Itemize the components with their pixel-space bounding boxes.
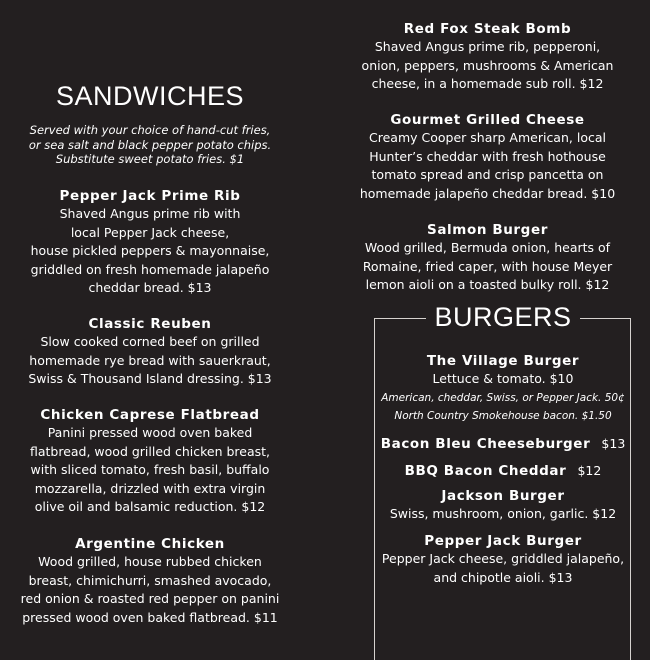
- item-name: Gourmet Grilled Cheese: [390, 112, 585, 128]
- desc-line: Creamy Cooper sharp American, local: [369, 130, 606, 145]
- item-name: Pepper Jack Burger: [424, 533, 582, 549]
- desc-line: Pepper Jack cheese, griddled jalapeño,: [381, 551, 625, 566]
- desc-line: onion, peppers, mushrooms & American: [361, 57, 614, 73]
- menu-item-bbq-bacon-cheddar: [325, 460, 650, 481]
- item-name: The Village Burger: [426, 353, 580, 369]
- item-description: [325, 129, 650, 203]
- item-name: Bacon Bleu Cheeseburger: [380, 436, 591, 452]
- item-description: [325, 38, 650, 94]
- item-name: BBQ Bacon Cheddar: [404, 463, 567, 479]
- desc-line: Romaine, fried caper, with house Meyer: [362, 258, 613, 274]
- item-price: $13: [601, 436, 626, 451]
- item-description: Swiss, mushroom, onion, garlic. $12: [389, 506, 617, 521]
- item-description: [0, 553, 300, 627]
- desc-line: flatbread, wood grilled chicken breast,: [29, 443, 271, 459]
- menu-item-salmon-burger: [325, 221, 650, 295]
- desc-line: and chipotle aioli. $13: [433, 569, 573, 585]
- item-name: Argentine Chicken: [75, 536, 225, 552]
- desc-line: Shaved Angus prime rib, pepperoni,: [374, 39, 601, 54]
- item-description: [0, 205, 300, 298]
- burgers-heading: BURGERS: [426, 304, 579, 331]
- desc-line: pressed wood oven baked flatbread. $11: [22, 609, 278, 625]
- item-description: Lettuce & tomato. $10: [432, 371, 574, 386]
- item-note: North Country Smokehouse bacon. $1.50: [394, 410, 612, 422]
- menu-item-argentine-chicken: [0, 535, 300, 627]
- right-column: [325, 0, 650, 660]
- menu-item-pepper-jack-prime-rib: [0, 187, 300, 298]
- item-price: $12: [577, 463, 602, 478]
- item-description: [325, 550, 650, 587]
- item-name: Salmon Burger: [427, 222, 548, 238]
- desc-line: cheddar bread. $13: [88, 280, 212, 295]
- desc-line: tomato spread and crisp pancetta on: [371, 167, 604, 182]
- menu-item-red-fox-steak-bomb: [325, 20, 650, 94]
- menu-item-bacon-bleu-cheeseburger: [325, 433, 650, 454]
- desc-line: Hunter’s cheddar with fresh hothouse: [369, 148, 606, 164]
- menu-item-chicken-caprese-flatbread: [0, 406, 300, 517]
- desc-line: cheese, in a homemade sub roll. $12: [371, 76, 604, 91]
- intro-line: Substitute sweet potato fries. $1: [55, 152, 245, 166]
- desc-line: mozzarella, drizzled with extra virgin: [34, 480, 266, 496]
- item-name: Chicken Caprese Flatbread: [40, 407, 260, 423]
- item-name: Jackson Burger: [441, 488, 565, 504]
- sandwiches-intro: [0, 123, 300, 167]
- desc-line: Slow cooked corned beef on grilled: [40, 334, 260, 349]
- burgers-title-wrap: [325, 304, 650, 331]
- item-description: [0, 424, 300, 517]
- desc-line: with sliced tomato, fresh basil, buffalo: [30, 462, 270, 477]
- desc-line: Panini pressed wood oven baked: [47, 425, 253, 440]
- menu-item-village-burger: [325, 352, 650, 426]
- item-name: Red Fox Steak Bomb: [403, 21, 572, 37]
- sandwiches-heading: SANDWICHES: [55, 81, 244, 111]
- intro-line: Served with your choice of hand-cut fries,: [29, 123, 271, 137]
- desc-line: house pickled peppers & mayonnaise,: [30, 243, 270, 258]
- desc-line: Swiss & Thousand Island dressing. $13: [28, 371, 272, 386]
- item-description: [325, 239, 650, 295]
- item-note: American, cheddar, Swiss, or Pepper Jack. 50¢: [381, 391, 625, 404]
- menu-item-pepper-jack-burger: [325, 532, 650, 587]
- desc-line: homemade jalapeño cheddar bread. $10: [359, 185, 616, 201]
- desc-line: lemon aioli on a toasted bulky roll. $12: [365, 277, 610, 292]
- intro-line: or sea salt and black pepper potato chips.: [28, 137, 272, 152]
- desc-line: griddled on fresh homemade jalapeño: [30, 261, 270, 277]
- desc-line: Wood grilled, house rubbed chicken: [38, 554, 262, 569]
- desc-line: Wood grilled, Bermuda onion, hearts of: [364, 240, 611, 255]
- desc-line: homemade rye bread with sauerkraut,: [29, 352, 271, 368]
- menu-item-jackson-burger: [325, 487, 650, 524]
- item-description: [0, 333, 300, 389]
- item-name: Classic Reuben: [88, 316, 212, 332]
- desc-line: olive oil and balsamic reduction. $12: [34, 499, 266, 514]
- item-name: Pepper Jack Prime Rib: [59, 188, 241, 204]
- desc-line: breast, chimichurri, smashed avocado,: [28, 572, 272, 588]
- desc-line: Shaved Angus prime rib with: [59, 206, 241, 221]
- desc-line: red onion & roasted red pepper on panini: [20, 591, 280, 606]
- menu-item-gourmet-grilled-cheese: [325, 111, 650, 203]
- menu-item-classic-reuben: [0, 315, 300, 389]
- desc-line: local Pepper Jack cheese,: [70, 224, 230, 240]
